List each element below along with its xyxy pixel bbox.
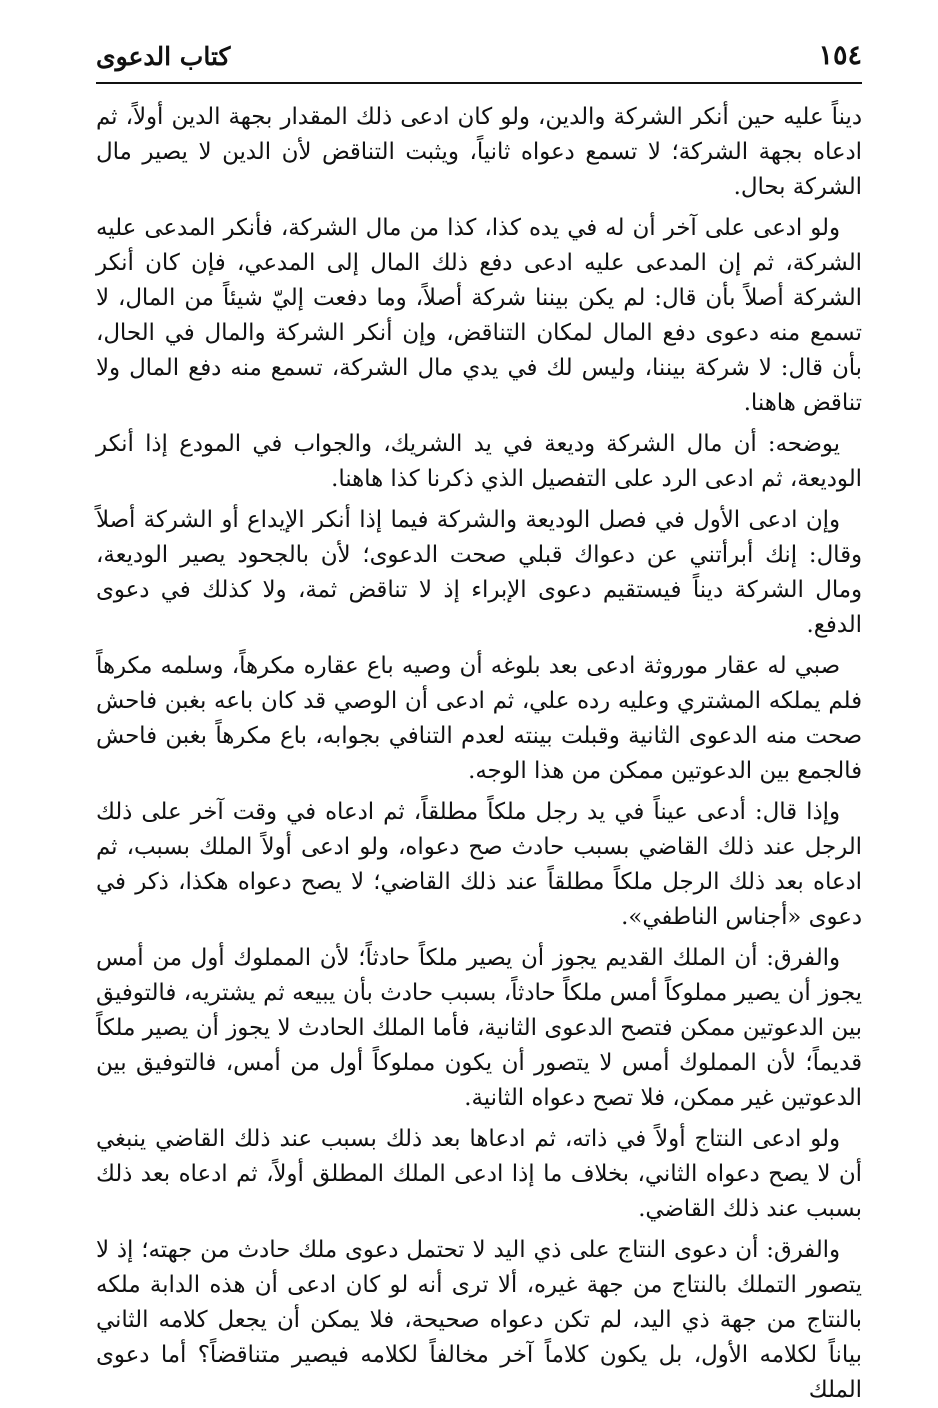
paragraph-7: والفرق: أن الملك القديم يجوز أن يصير ملكاً حادثاً؛ لأن المملوك أول من أمس يجوز أن يصير مملوكاً أمس ملكاً حادثاً، بسبب حادث بأن يبيعه ثم يشتريه، فالتوفيق بين الدعوتين ممكن فتصح الدعوى الثانية، فأما الملك الحادث لا يجوز أن يصير ملكاً قديماً؛ لأن المملوك أمس لا يتصور أن يكون مملوكاً أول من أمس، فالتوفيق بين الدعوتين غير ممكن، فلا تصح دعواه الثانية.	[96, 945, 862, 1111]
paragraph-2: ولو ادعى على آخر أن له في يده كذا، كذا من مال الشركة، فأنكر المدعى عليه الشركة، ثم إن المدعى عليه ادعى دفع ذلك المال إلى المدعي، فإن كان أنكر الشركة أصلاً بأن قال: لم يكن بيننا شركة أصلاً، وما دفعت إليّ شيئاً من المال، لا تسمع منه دعوى دفع المال لمكان التناقض، وإن أنكر الشركة والمال في الحال، بأن قال: لا شركة بيننا، وليس لك في يدي مال الشركة، تسمع منه دفع المال ولا تناقض هاهنا.	[96, 215, 862, 416]
page-header	[96, 38, 862, 78]
paragraph-5: صبي له عقار موروثة ادعى بعد بلوغه أن وصيه باع عقاره مكرهاً، وسلمه مكرهاً فلم يملكه المشتري وعليه رده علي، ثم ادعى أن الوصي قد كان باعه بغبن فاحش صحت منه الدعوى الثانية وقبلت بينته لعدم التنافي بجوابه، باع مكرهاً بغبن فاحش فالجمع بين الدعوتين ممكن من هذا الوجه.	[96, 653, 862, 784]
page-number: ١٥٤	[818, 40, 862, 71]
running-title: كتاب الدعوى	[96, 42, 231, 71]
page-body	[96, 100, 863, 1403]
paragraph-8: ولو ادعى النتاج أولاً في ذاته، ثم ادعاها بعد ذلك بسبب عند ذلك القاضي ينبغي أن لا يصح دعواه الثاني، بخلاف ما إذا ادعى الملك المطلق أولاً، ثم ادعاه بعد ذلك بسبب عند ذلك القاضي.	[96, 1126, 862, 1222]
paragraph-6: وإذا قال: أدعى عيناً في يد رجل ملكاً مطلقاً، ثم ادعاه في وقت آخر على ذلك الرجل عند ذلك القاضي بسبب حادث صح دعواه، ولو ادعى أولاً الملك بسبب، ثم ادعاه بعد ذلك الرجل ملكاً مطلقاً عند ذلك القاضي؛ لا يصح دعواه هكذا، ذكر في دعوى «أجناس الناطفي».	[96, 799, 862, 930]
paragraph-9: والفرق: أن دعوى النتاج على ذي اليد لا تحتمل دعوى ملك حادث من جهته؛ إذ لا يتصور التملك بالنتاج من جهة غيره، ألا ترى أنه لو كان ادعى أن هذه الدابة ملكه بالنتاج من جهة ذي اليد، لم تكن دعواه صحيحة، فلا يمكن أن يجعل كلامه الثاني بياناً لكلامه الأول، بل يكون كلاماً آخر مخالفاً لكلامه فيصير متناقضاً؟ أما دعوى الملك	[96, 1237, 863, 1403]
header-divider	[96, 82, 862, 84]
paragraph-1: ديناً عليه حين أنكر الشركة والدين، ولو كان ادعى ذلك المقدار بجهة الدين أولاً، ثم ادعاه بجهة الشركة؛ لا تسمع دعواه ثانياً، ويثبت التناقض لأن الدين لا يصير مال الشركة بحال.	[96, 104, 862, 200]
paragraph-3: يوضحه: أن مال الشركة وديعة في يد الشريك، والجواب في المودع إذا أنكر الوديعة، ثم ادعى الرد على التفصيل الذي ذكرنا كذا هاهنا.	[96, 431, 862, 492]
paragraph-4: وإن ادعى الأول في فصل الوديعة والشركة فيما إذا أنكر الإيداع أو الشركة أصلاً وقال: إنك أبرأتني عن دعواك قبلي صحت الدعوى؛ لأن بالجحود يصير الوديعة، ومال الشركة ديناً فيستقيم دعوى الإبراء إذ لا تناقض ثمة، ولا كذلك في دعوى الدفع.	[96, 507, 862, 638]
